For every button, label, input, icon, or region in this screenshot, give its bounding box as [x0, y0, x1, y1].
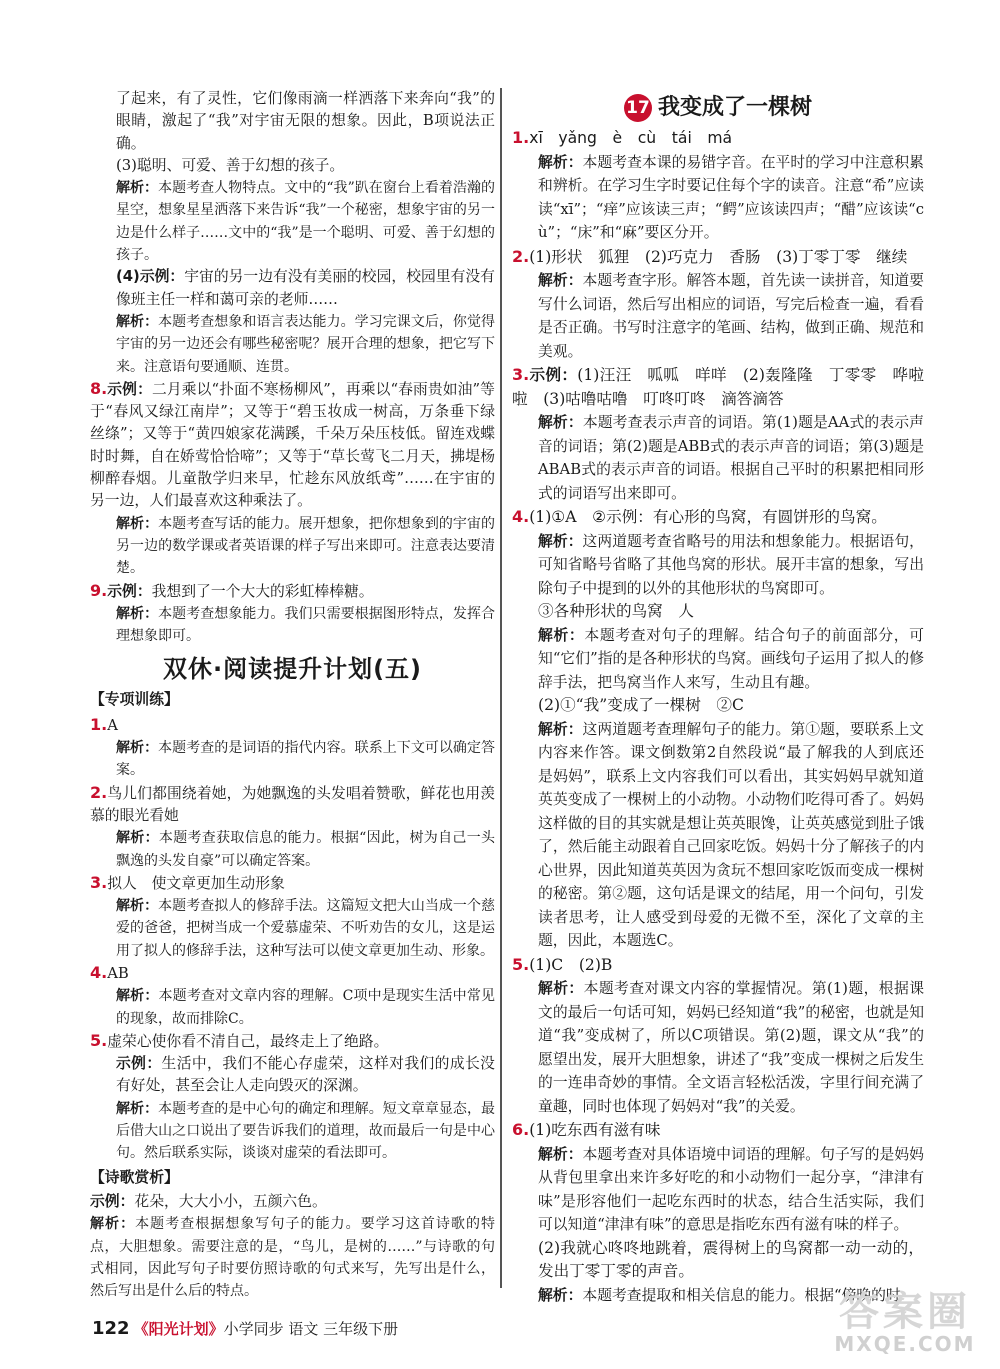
- analysis-label: 解析：: [538, 153, 583, 171]
- page-number: 122: [92, 1318, 130, 1339]
- s5-analysis: [90, 1098, 495, 1165]
- analysis-label: 解析：: [538, 1145, 583, 1163]
- question-number: 6.: [512, 1120, 530, 1139]
- analysis-text: 本题考查人物特点。文中的“我”趴在窗台上看着浩瀚的星空，想象星星洒落下来告诉“我”一个秘密，想象宇宙的另一边是什么样子……文中的“我”是一个聪明、可爱、善于幻想的孩子。: [116, 180, 495, 264]
- answer-text: AB: [107, 964, 129, 982]
- pinyin-answer: xī yǎng è cù tái má: [529, 129, 733, 147]
- q7-3-continued: 了起来，有了灵性，它们像雨滴一样洒落下来奔向“我”的眼睛，激起了“我”对宇宙无限的想象。因此，B项说法正确。: [116, 90, 495, 152]
- right-column: [512, 92, 924, 1307]
- question-number: 1.: [90, 714, 108, 734]
- r4-1-part3-analysis: [512, 624, 924, 695]
- question-number: 9.: [90, 580, 108, 600]
- r5-answer: [512, 953, 924, 978]
- answer-text: 生活中，我们不能心存虚荣，这样对我们的成长没有好处，甚至会让人走向毁灭的深渊。: [116, 1055, 495, 1095]
- answer-text: (1)汪汪 呱呱 咩咩 (2)轰隆隆 丁零零 哗啦啦 (3)咕噜咕噜 叮咚叮咚 滴答滴答: [512, 366, 924, 408]
- r4-1-answer: [512, 505, 924, 530]
- r6-2-answer: (2)我就心咚咚地跳着，震得树上的鸟窝都一动一动的，发出丁零丁零的声音。: [538, 1238, 924, 1280]
- q9-answer: [90, 580, 495, 603]
- question-number: 1.: [512, 128, 530, 147]
- r2-analysis: [512, 269, 924, 363]
- analysis-text: 本题考查对句子的理解。结合句子的前面部分，可知“它们”指的是各种形状的鸟窝。画线句子运用了拟人的修辞手法，把鸟窝当作人来写，生动且有趣。: [538, 626, 924, 691]
- analysis-text: 本题考查想象和语言表达能力。学习完课文后，你觉得宇宙的另一边还会有哪些秘密呢？展开合理的想象，把它写下来。注意语句要通顺、连贯。: [116, 313, 496, 375]
- s1-analysis: [90, 737, 495, 782]
- s3-answer: [90, 872, 495, 895]
- example-label: 示例：: [529, 366, 578, 384]
- analysis-label: 解析：: [116, 1100, 159, 1117]
- answer-text: (1)吃东西有滋有味: [529, 1121, 661, 1139]
- analysis-text: 本题考查的是词语的指代内容。联系上下文可以确定答案。: [116, 740, 496, 779]
- analysis-label: 解析：: [538, 626, 585, 644]
- analysis-text: 本题考查想象能力。我们只需要根据图形特点，发挥合理想象即可。: [116, 605, 496, 645]
- example-label: 示例：: [90, 1192, 135, 1210]
- analysis-text: 本题考查对具体语境中词语的理解。句子写的是妈妈从背包里拿出来许多好吃的和小动物们一起分享，“津津有味”是形容他们一起吃东西时的状态，结合生活实际，我们可以知道“津津有味”的意思是指吃东西有滋有味的样子。: [538, 1145, 924, 1233]
- analysis-label: 解析：: [116, 180, 159, 197]
- example-label: 示例：: [116, 1055, 162, 1073]
- s5-answer: [90, 1030, 495, 1053]
- analysis-text: 本题考查提取和相关信息的能力。根据“傍晚的时: [582, 1286, 901, 1304]
- question-number: 5.: [512, 954, 530, 974]
- question-number: 2.: [512, 246, 530, 266]
- analysis-label: 解析：: [538, 720, 583, 738]
- r4-2-analysis: [512, 718, 924, 953]
- answer-text: 鸟儿们都围绕着她，为她飘逸的头发唱着赞歌，鲜花也用羡慕的眼光看她: [90, 784, 495, 824]
- r2-answer: [512, 245, 924, 270]
- analysis-label: 解析：: [116, 988, 159, 1005]
- r3-analysis: [512, 411, 924, 505]
- r6-1-answer: [512, 1118, 924, 1143]
- analysis-label: 解析：: [116, 830, 159, 847]
- analysis-label: 解析：: [538, 532, 583, 550]
- analysis-label: 解析：: [116, 313, 159, 330]
- analysis-label: 解析：: [538, 980, 584, 997]
- lesson-title: [512, 92, 924, 124]
- answer-text: 花朵，大大小小，五颜六色。: [134, 1192, 327, 1210]
- analysis-label: 解析：: [538, 414, 583, 431]
- poetry-answer: [90, 1191, 495, 1213]
- question-number: 3.: [512, 365, 530, 384]
- s4-analysis: [90, 985, 495, 1030]
- analysis-text: 本题考查本课的易错字音。在平时的学习中注意积累和辨析。在学习生字时要记住每个字的读音。注意“希”应读读“xī”；“痒”应该读三声；“鳄”应该读四声；“醋”应该读“cù”；“床”和“麻”要区分开。: [538, 153, 924, 241]
- poetry-analysis: [90, 1213, 495, 1302]
- book-info: 小学同步 语文 三年级下册: [223, 1320, 399, 1338]
- answer-text: 宇宙的另一边有没有美丽的校园，校园里有没有像班主任一样和蔼可亲的老师……: [116, 268, 495, 308]
- s1-answer: [90, 714, 495, 737]
- s4-answer: [90, 962, 495, 985]
- r1-answer: [512, 126, 924, 151]
- r4-1-part3-answer: ③各种形状的鸟窝 人: [538, 602, 694, 620]
- analysis-text: 本题考查获取信息的能力。根据“因此，树为自己一头飘逸的头发自豪”可以确定答案。: [116, 830, 496, 869]
- watermark-text: 答案圈: [839, 1289, 971, 1335]
- s2-analysis: [90, 827, 495, 872]
- analysis-text: 这两道题考查省略号的用法和想象能力。根据语句，可知省略号省略了其他鸟窝的形状。展开丰富的想象，写出除句子中提到的以外的其他形状的鸟窝即可。: [538, 532, 924, 597]
- analysis-text: 本题考查对课文内容的掌握情况。第(1)题，根据课文的最后一句话可知，妈妈已经知道“我”的秘密，也就是知道“我”变成树了，所以C项错误。第(2)题，课文从“我”的愿望出发，展开大胆想象，讲述了“我”变成一棵树之后发生的一连串奇妙的事情。全文语言轻松活泼，字里行间充满了童趣，同时也体现了妈妈对“我”的关爱。: [538, 980, 924, 1115]
- r3-answer: [512, 363, 924, 411]
- answer-text: (1)①A ②示例：有心形的鸟窝，有圆饼形的鸟窝。: [529, 508, 887, 526]
- analysis-label: 解析：: [90, 1216, 136, 1233]
- answer-text: 我想到了一个大大的彩虹棒棒糖。: [151, 582, 374, 600]
- r4-2-answer: (2)①“我”变成了一棵树 ②C: [538, 696, 744, 714]
- answer-text: 拟人 使文章更加生动形象: [107, 874, 285, 892]
- analysis-text: 本题考查对文章内容的理解。C项中是现实生活中常见的现象，故而排除C。: [116, 988, 495, 1027]
- question-number: 4.: [512, 507, 530, 526]
- analysis-text: 本题考查根据想象写句子的能力。要学习这首诗歌的特点，大胆想象。需要注意的是，“鸟儿，是树的……”与诗歌的句式相同，因此写句子时要仿照诗歌的句式来写，先写出是什么，然后写出是什么后的特点。: [90, 1216, 496, 1300]
- analysis-text: 本题考查拟人的修辞手法。这篇短文把大山当成一个慈爱的爸爸，把树当成一个爱慕虚荣、不听劝告的女儿，这是运用了拟人的修辞手法，这种写法可以使文章更加生动、形象。: [116, 898, 496, 959]
- analysis-text: 这两道题考查理解句子的能力。第①题，要联系上文内容来作答。课文倒数第2自然段说“最了解我的人到底还是妈妈”，联系上文内容我们可以看出，其实妈妈早就知道英英变成了一棵树上的小动物。小动物们吃得可香了。妈妈这样做的目的其实就是想让英英眼馋，让英英感觉到肚子饿了，然后能主动跟着自己回家吃饭。妈妈十分了解孩子的内心世界，因此知道英英因为贪玩不想回家吃饭而变成一棵树的秘密。第②题，这句话是课文的结尾，用一个问句，引发读者思考，让人感受到母爱的无微不至，深化了文章的主题，因此，本题选C。: [538, 720, 924, 949]
- answer-text: (1)C (2)B: [529, 955, 613, 974]
- answer-text: 二月乘以“扑面不寒杨柳风”，再乘以“春雨贵如油”等于“春风又绿江南岸”；又等于“碧玉妆成一树高，万条垂下绿丝绦”；又等于“黄四娘家花满蹊，千朵万朵压枝低。留连戏蝶时时舞，自在娇莺恰恰啼”；又等于“草长莺飞二月天，拂堤杨柳醉春烟。儿童散学归来早，忙趁东风放纸鸢”……在宇宙的另一边，人们最喜欢这种乘法了。: [90, 380, 495, 510]
- answer-text: A: [107, 716, 118, 734]
- analysis-label: 解析：: [116, 898, 159, 915]
- question-number: 5.: [90, 1030, 108, 1050]
- q7-4-answer: [90, 266, 495, 311]
- analysis-text: 本题考查的是中心句的确定和理解。短文章章显态，最后借大山之口说出了要告诉我们的道理，故而最后一句是中心句。然后联系实际，谈谈对虚荣的看法即可。: [116, 1100, 496, 1162]
- s3-analysis: [90, 895, 495, 962]
- r1-analysis: [512, 151, 924, 245]
- left-column: [90, 88, 495, 1302]
- analysis-label: 解析：: [116, 605, 159, 622]
- question-number: 2.: [90, 782, 108, 802]
- example-label: 示例：: [107, 380, 152, 398]
- s2-answer: [90, 782, 495, 828]
- question-number: 3.: [90, 872, 108, 892]
- page-footer: [92, 1318, 398, 1339]
- question-number: 8.: [90, 378, 108, 398]
- column-divider: [500, 88, 502, 1288]
- s5-example: [90, 1053, 495, 1098]
- analysis-label: 解析：: [116, 515, 159, 532]
- section-header-training: 【专项训练】: [90, 691, 179, 709]
- example-label: (4)示例：: [116, 268, 185, 286]
- analysis-text: 本题考查表示声音的词语。第(1)题是AA式的表示声音的词语；第(2)题是ABB式的表示声音的词语；第(3)题是ABAB式的表示声音的词语。根据自己平时的积累把相同形式的词语写出来即可。: [538, 414, 924, 502]
- r6-1-analysis: [512, 1143, 924, 1237]
- watermark-url: MXQE.COM: [834, 1332, 976, 1356]
- answer-text: 虚荣心使你看不清自己，最终走上了绝路。: [107, 1032, 389, 1050]
- analysis-label: 解析：: [538, 272, 583, 289]
- brand-name: 《阳光计划》: [133, 1320, 224, 1338]
- r5-analysis: [512, 977, 924, 1118]
- lesson-title-text: 我变成了一棵树: [657, 95, 812, 120]
- q7-3-answer: (3)聪明、可爱、善于幻想的孩子。: [116, 156, 345, 174]
- watermark-logo: [820, 1280, 990, 1360]
- q7-4-analysis: [90, 311, 495, 378]
- analysis-label: 解析：: [116, 740, 159, 757]
- q9-analysis: [90, 603, 495, 648]
- lesson-number-badge: 17: [624, 94, 652, 122]
- q7-3-analysis: [90, 177, 495, 266]
- section-banner: 双休·阅读提升计划(五): [162, 655, 423, 684]
- answer-text: (1)形状 狐狸 (2)巧克力 香肠 (3)丁零丁零 继续: [529, 247, 908, 266]
- question-number: 4.: [90, 962, 108, 982]
- q8-analysis: [90, 513, 495, 580]
- analysis-text: 本题考查写话的能力。展开想象，把你想象到的宇宙的另一边的数学课或者英语课的样子写出来即可。注意表达要清楚。: [116, 515, 496, 577]
- analysis-label: 解析：: [538, 1286, 583, 1304]
- q8-answer: [90, 378, 495, 513]
- analysis-text: 本题考查字形。解答本题，首先读一读拼音，知道要写什么词语，然后写出相应的词语，写完后检查一遍，看看是否正确。书写时注意字的笔画、结构，做到正确、规范和美观。: [538, 272, 924, 360]
- r4-1-analysis: [512, 530, 924, 601]
- example-label: 示例：: [107, 582, 152, 600]
- section-header-poetry: 【诗歌赏析】: [90, 1168, 179, 1186]
